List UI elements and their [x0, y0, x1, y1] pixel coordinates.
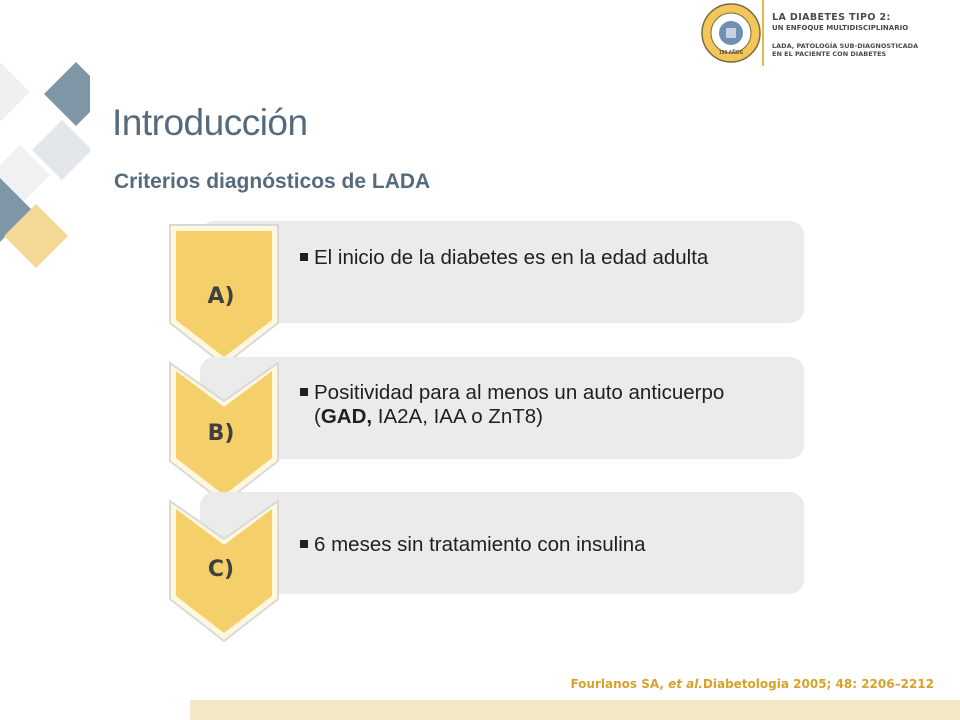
bullet-icon	[300, 253, 308, 261]
criterion-a-text	[300, 246, 780, 270]
criterion-a-label: A)	[207, 284, 235, 309]
citation-journal: Diabetologia 2005; 48: 2206–2212	[702, 677, 934, 691]
criterion-c-sentence: 6 meses sin tratamiento con insulina	[314, 533, 646, 556]
header-divider	[762, 0, 764, 66]
page-subtitle: Criterios diagnósticos de LADA	[114, 170, 431, 193]
criterion-b-sentence	[300, 381, 780, 429]
citation-authors: Fourlanos SA,	[570, 677, 669, 691]
event-title-line3b: EN EL PACIENTE CON DIABETES	[772, 50, 887, 58]
seal-caption: 150 AÑOS	[719, 50, 743, 56]
event-title-line1: LA DIABETES TIPO 2:	[772, 12, 891, 23]
criterion-c-text	[300, 533, 780, 557]
criterion-b-text-bold: GAD,	[320, 405, 373, 428]
event-title-line3	[772, 42, 957, 58]
bullet-icon	[300, 388, 308, 396]
event-title-line3a: LADA, PATOLOGÍA SUB-DIAGNOSTICADA	[772, 42, 919, 50]
criterion-b-text-part2: IA2A, IAA o ZnT8)	[372, 405, 543, 428]
bullet-icon	[300, 540, 308, 548]
citation-etal: et al.	[668, 677, 703, 691]
criterion-b-label: B)	[207, 421, 235, 446]
decorative-diamonds	[0, 0, 90, 300]
criterion-c-label: C)	[207, 557, 235, 582]
page-title: Introducción	[112, 102, 308, 143]
citation	[570, 677, 934, 691]
criterion-b-text-part1: Positividad para al menos un auto anticuerpo (	[314, 381, 725, 428]
criterion-b-text	[300, 381, 780, 429]
footer-bar	[190, 700, 960, 720]
header-event-title	[772, 12, 957, 58]
event-title-line2: UN ENFOQUE MULTIDISCIPLINARIO	[772, 24, 909, 32]
criterion-a-box	[200, 221, 804, 323]
criterion-a-sentence: El inicio de la diabetes es en la edad adulta	[314, 246, 709, 269]
